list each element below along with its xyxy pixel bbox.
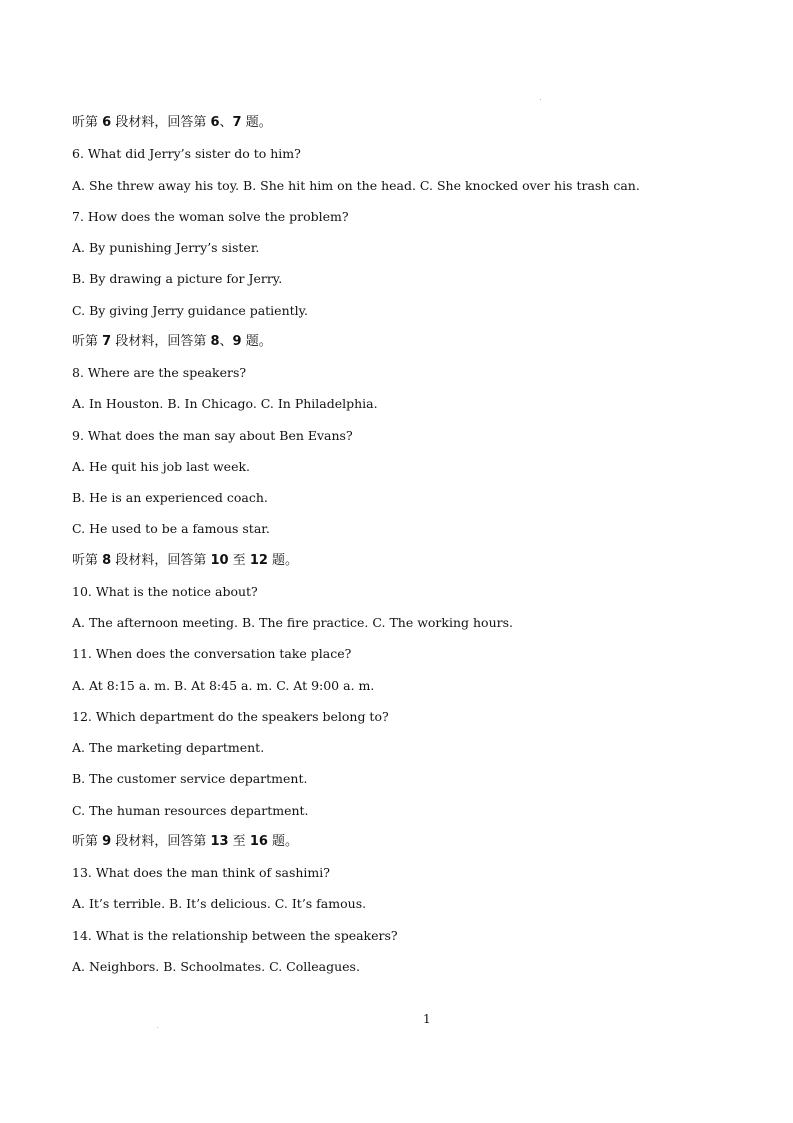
question-7: 7. How does the woman solve the problem? xyxy=(72,208,349,224)
question-13: 13. What does the man think of sashimi? xyxy=(72,865,330,880)
question-7-option-c: C. By giving Jerry guidance patiently. xyxy=(72,302,309,318)
question-11-options: A. At 8:15 a. m. B. At 8:45 a. m. C. At 9:00 a. m. xyxy=(72,677,375,693)
section-heading-8: 听第 8 段材料，回答第 10 至 12 题。 xyxy=(72,552,299,568)
question-9-option-c: C. He used to be a famous star. xyxy=(72,521,270,537)
question-7-option-a: A. By punishing Jerry’s sister. xyxy=(72,240,260,255)
question-12: 12. Which department do the speakers belong to? xyxy=(72,708,389,724)
question-13-options: A. It’s terrible. B. It’s delicious. C. It’s famous. xyxy=(72,896,367,912)
question-12-option-b: B. The customer service department. xyxy=(72,771,308,787)
question-10-options: A. The afternoon meeting. B. The fire practice. C. The working hours. xyxy=(72,615,513,630)
question-12-option-a: A. The marketing department. xyxy=(72,740,265,755)
exam-page-content xyxy=(72,113,762,988)
section-heading-6: 听第 6 段材料，回答第 6、7 题。 xyxy=(72,115,272,130)
question-8: 8. Where are the speakers? xyxy=(72,365,247,380)
question-14-options: A. Neighbors. B. Schoolmates. C. Colleagues. xyxy=(72,958,360,974)
question-7-option-b: B. By drawing a picture for Jerry. xyxy=(72,271,283,287)
question-9: 9. What does the man say about Ben Evans? xyxy=(72,427,353,443)
question-8-options: A. In Houston. B. In Chicago. C. In Philadelphia. xyxy=(72,396,378,412)
question-14: 14. What is the relationship between the speakers? xyxy=(72,927,398,943)
question-9-option-a: A. He quit his job last week. xyxy=(72,458,251,474)
scan-speck-top xyxy=(540,99,541,100)
question-6-options: A. She threw away his toy. B. She hit him on the head. C. She knocked over his trash can. xyxy=(72,177,640,193)
question-10: 10. What is the notice about? xyxy=(72,583,258,599)
question-12-option-c: C. The human resources department. xyxy=(72,802,309,818)
question-9-option-b: B. He is an experienced coach. xyxy=(72,490,268,505)
section-heading-7: 听第 7 段材料，回答第 8、9 题。 xyxy=(72,333,272,349)
question-11: 11. When does the conversation take place? xyxy=(72,646,352,662)
section-heading-9: 听第 9 段材料，回答第 13 至 16 题。 xyxy=(72,833,299,849)
question-6: 6. What did Jerry’s sister do to him? xyxy=(72,146,301,162)
page-number: 1 xyxy=(423,1012,431,1026)
scan-speck-bottom xyxy=(157,1027,158,1028)
